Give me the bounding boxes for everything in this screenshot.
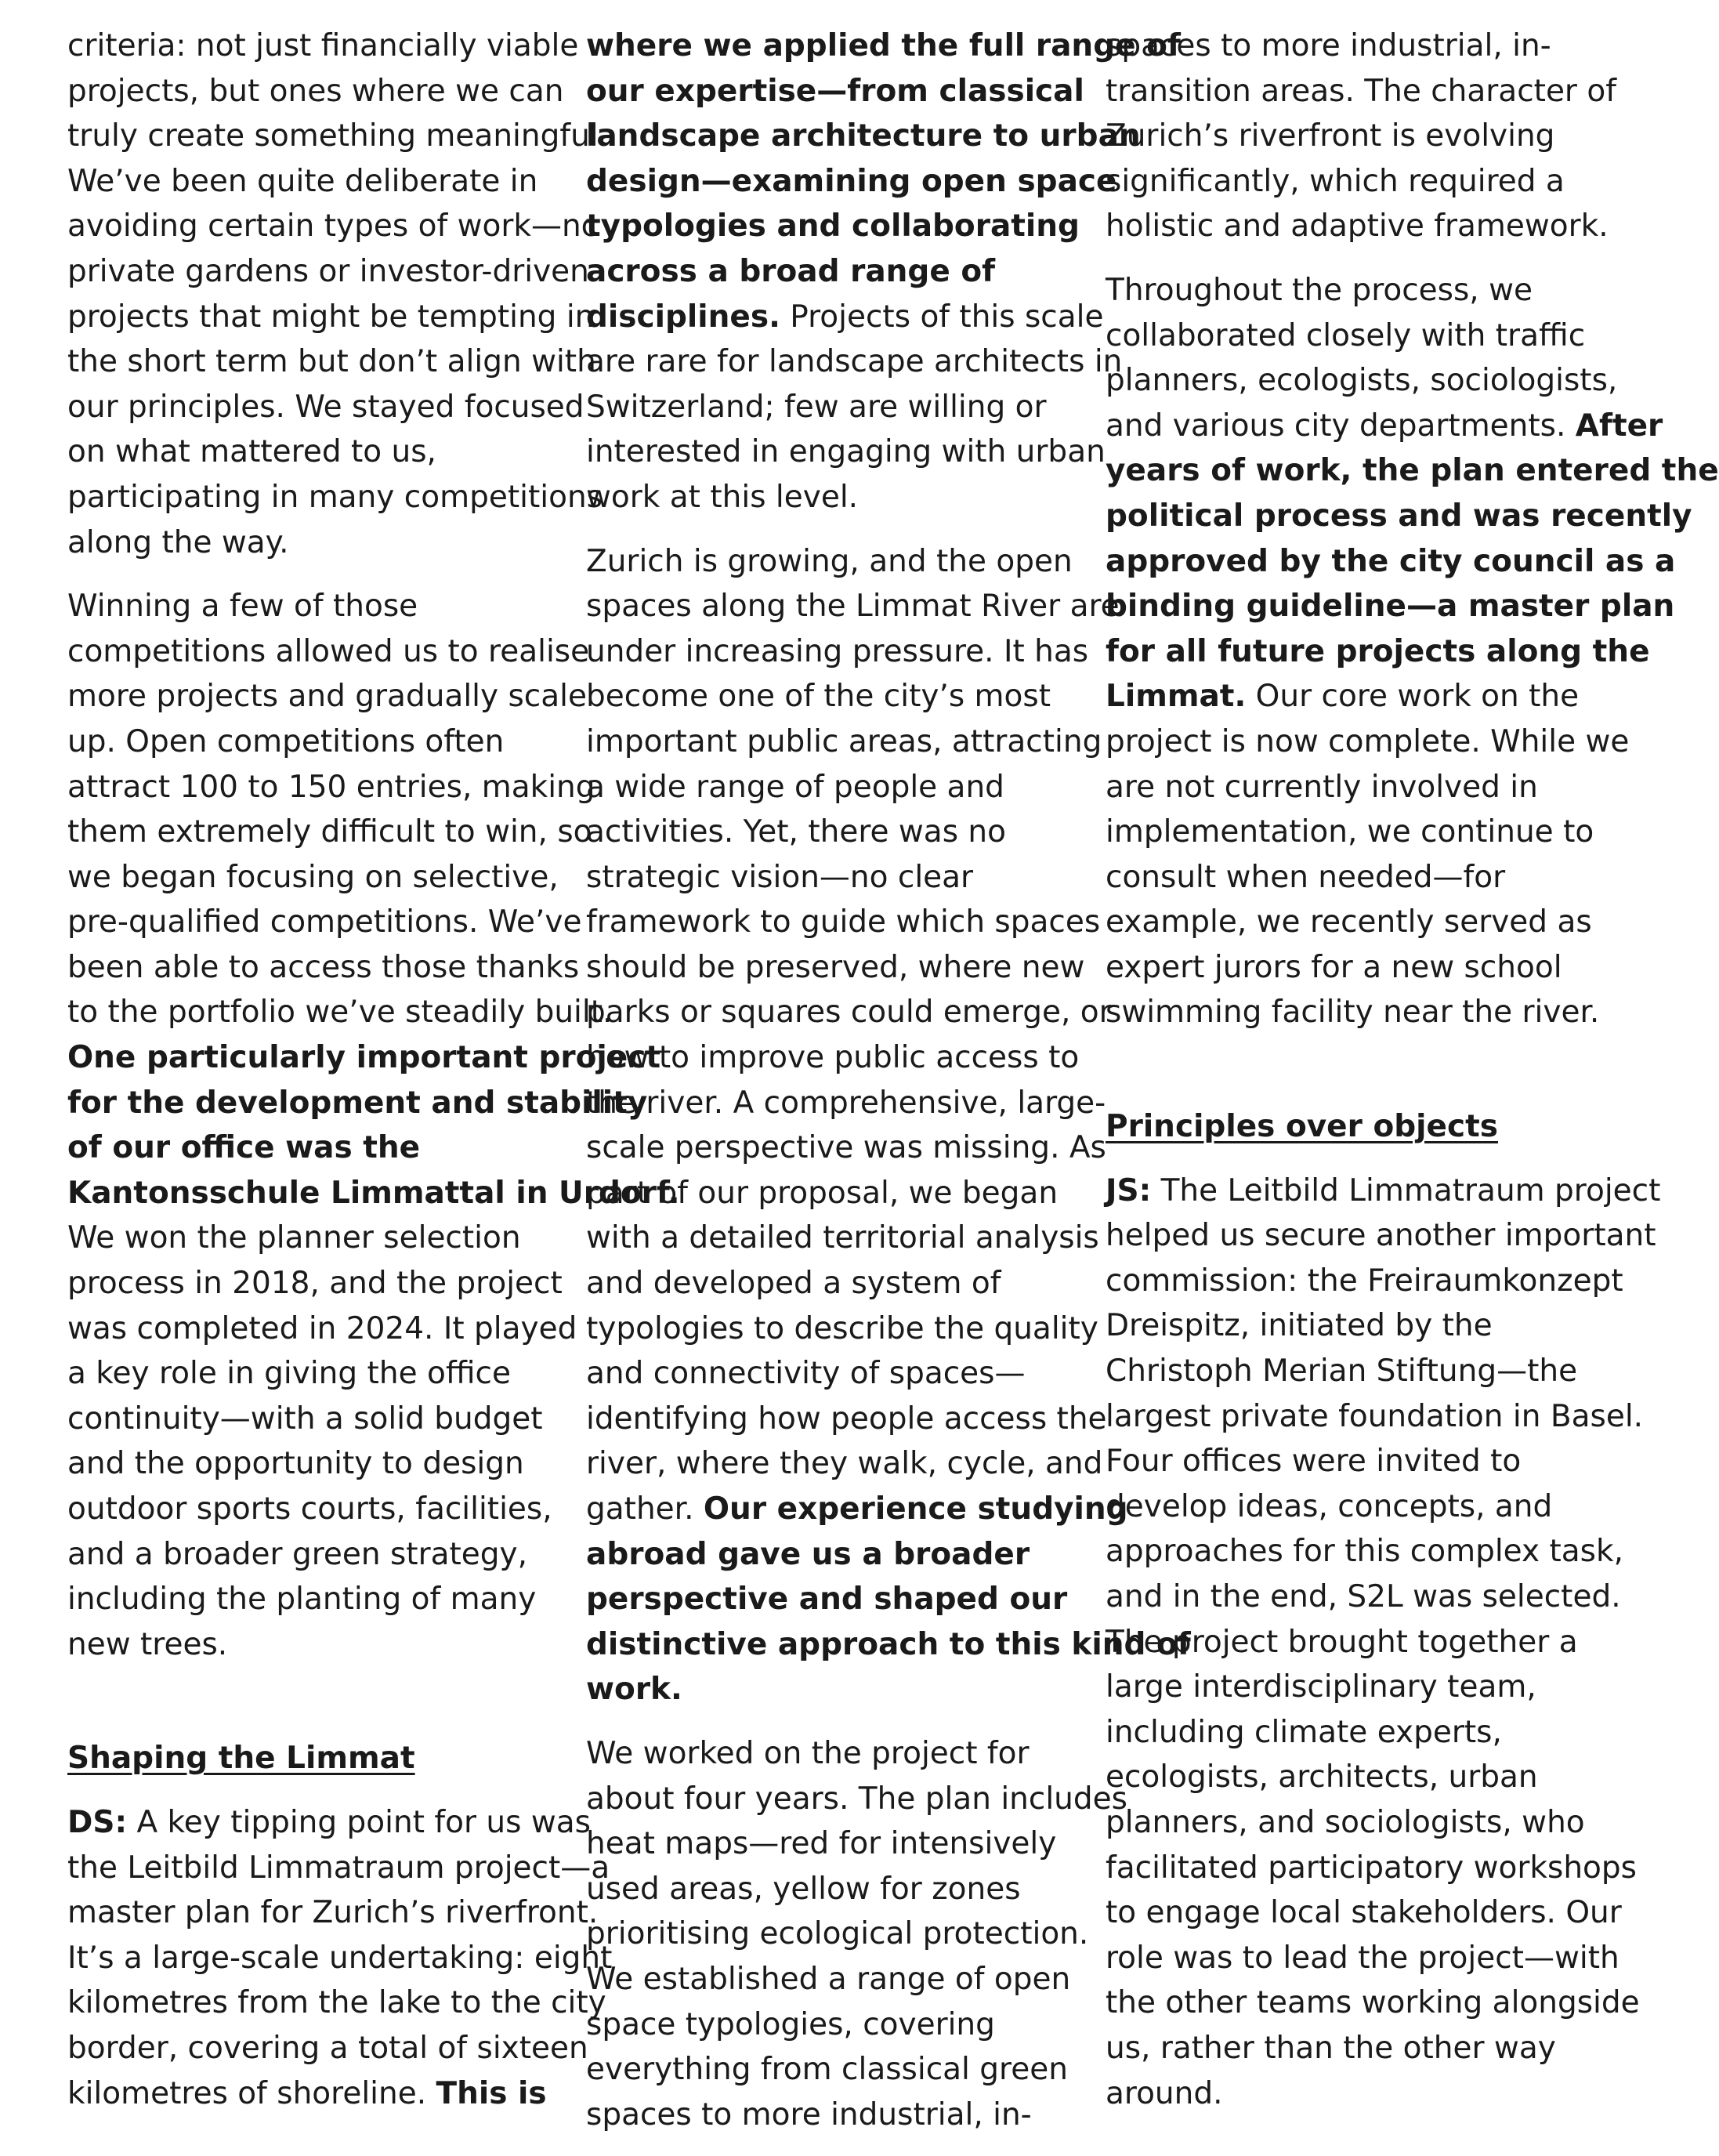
text-line	[586, 295, 1104, 340]
bold-text-line: of our office was the	[67, 1130, 421, 1166]
text-line: Four offices were invited to	[1106, 1444, 1522, 1480]
text-line: become one of the city’s most	[586, 679, 1051, 715]
text-line: around.	[1106, 2075, 1223, 2111]
bold-text-line: One particularly important project	[67, 1040, 661, 1076]
text-line: heat maps—red for intensively	[586, 1826, 1057, 1862]
text-line: us, rather than the other way	[1106, 2030, 1556, 2066]
text-line: competitions allowed us to realise	[67, 633, 590, 669]
text-line: approaches for this complex task,	[1106, 1534, 1623, 1570]
text-line: parks or squares could emerge, or	[586, 995, 1112, 1031]
text-line: facilitated participatory workshops	[1106, 1850, 1637, 1886]
text-line: important public areas, attracting	[586, 723, 1102, 759]
text-line: participating in many competitions	[67, 479, 603, 515]
text-line: on what mattered to us,	[67, 434, 436, 470]
article-column-3	[1106, 24, 1719, 2135]
text-line: planners, and sociologists, who	[1106, 1804, 1585, 1840]
section-heading-principles-over-objects: Principles over objects	[1106, 1109, 1498, 1145]
text-line: along the way.	[67, 524, 289, 560]
bold-text-line: for the development and stability	[67, 1085, 648, 1121]
text-line: the Leitbild Limmatraum project—a	[67, 1850, 610, 1886]
text-line: example, we recently served as	[1106, 904, 1592, 940]
text-line: collaborated closely with traffic	[1106, 317, 1586, 353]
text-line: we began focusing on selective,	[67, 859, 559, 895]
text-line: projects, but ones where we can	[67, 73, 564, 109]
text-line: Winning a few of those	[67, 589, 418, 625]
text-run: and various city departments.	[1106, 408, 1576, 444]
text-line: new trees.	[67, 1626, 228, 1662]
paragraph-c1-p3	[67, 1800, 613, 2116]
text-line: used areas, yellow for zones	[586, 1871, 1021, 1907]
text-line: The project brought together a	[1106, 1624, 1578, 1660]
text-line: outdoor sports courts, facilities,	[67, 1491, 552, 1527]
text-line: our principles. We stayed focused	[67, 389, 584, 425]
text-line: are not currently involved in	[1106, 769, 1538, 805]
bold-text-line: distinctive approach to this kind of	[586, 1626, 1191, 1662]
text-line: pre-qualified competitions. We’ve	[67, 904, 582, 940]
text-line: swimming facility near the river.	[1106, 995, 1600, 1031]
text-line: and connectivity of spaces—	[586, 1356, 1026, 1392]
bold-text-line: Kantonsschule Limmattal in Urdorf.	[67, 1175, 680, 1211]
text-line: continuity—with a solid budget	[67, 1400, 543, 1437]
text-line: spaces to more industrial, in-	[586, 2096, 1032, 2132]
text-line: strategic vision—no clear	[586, 859, 974, 895]
bold-text-line: design—examining open space	[586, 163, 1117, 199]
text-run: Our core work on the	[1246, 679, 1580, 715]
text-line: including climate experts,	[1106, 1714, 1502, 1750]
text-line: should be preserved, where new	[586, 949, 1085, 985]
text-line: commission: the Freiraumkonzept	[1106, 1263, 1623, 1299]
paragraph-c3-p2	[1106, 268, 1719, 1035]
text-line: to the portfolio we’ve steadily built.	[67, 995, 613, 1031]
text-line: up. Open competitions often	[67, 723, 505, 759]
paragraph-c3-p3	[1106, 1169, 1661, 2116]
bold-text-run: disciplines.	[586, 299, 780, 335]
text-line: holistic and adaptive framework.	[1106, 208, 1609, 245]
text-line: significantly, which required a	[1106, 163, 1565, 199]
bold-text-run: After	[1575, 408, 1663, 444]
text-line: scale perspective was missing. As	[586, 1130, 1106, 1166]
text-line: activities. Yet, there was no	[586, 814, 1007, 850]
text-line: consult when needed—for	[1106, 859, 1506, 895]
text-line: was completed in 2024. It played	[67, 1310, 577, 1346]
text-line: to engage local stakeholders. Our	[1106, 1895, 1622, 1931]
text-line: role was to lead the project—with	[1106, 1940, 1619, 1976]
paragraph-c1-p1	[67, 24, 609, 565]
text-line: how to improve public access to	[586, 1040, 1080, 1076]
bold-text-line: political process and was recently	[1106, 498, 1692, 534]
bold-text-line: across a broad range of	[586, 253, 996, 289]
bold-text-line: years of work, the plan entered the	[1106, 453, 1719, 489]
bold-text-line: binding guideline—a master plan	[1106, 589, 1675, 625]
text-line: the short term but don’t align with	[67, 344, 596, 380]
paragraph-c2-p1	[586, 24, 1181, 520]
text-line: identifying how people access the	[586, 1400, 1107, 1437]
text-line: truly create something meaningful.	[67, 118, 609, 154]
text-line: a key role in giving the office	[67, 1356, 511, 1392]
text-line: It’s a large-scale undertaking: eight	[67, 1940, 613, 1976]
text-line: transition areas. The character of	[1106, 73, 1616, 109]
text-line: spaces to more industrial, in-	[1106, 28, 1551, 63]
text-line: under increasing pressure. It has	[586, 633, 1089, 669]
text-line: largest private foundation in Basel.	[1106, 1398, 1644, 1434]
text-line: and a broader green strategy,	[67, 1536, 528, 1572]
text-line: attract 100 to 150 entries, making	[67, 769, 595, 805]
paragraph-c2-p3	[586, 1731, 1127, 2137]
text-line: about four years. The plan includes	[586, 1781, 1127, 1817]
section-heading-shaping-the-limmat: Shaping the Limmat	[67, 1741, 415, 1777]
text-line: expert jurors for a new school	[1106, 949, 1562, 985]
text-line: everything from classical green	[586, 2052, 1068, 2088]
text-line: space typologies, covering	[586, 2006, 995, 2042]
bold-text-line: where we applied the full range of	[586, 28, 1181, 63]
text-line: implementation, we continue to	[1106, 814, 1594, 850]
text-line: with a detailed territorial analysis	[586, 1220, 1099, 1256]
text-run: gather.	[586, 1491, 704, 1527]
text-line: and the opportunity to design	[67, 1446, 524, 1482]
text-run: The Leitbild Limmatraum project	[1151, 1172, 1661, 1208]
text-line: more projects and gradually scale	[67, 679, 587, 715]
bold-text-line: work.	[586, 1672, 682, 1708]
bold-text-run: Limmat.	[1106, 679, 1247, 715]
text-line: private gardens or investor-driven	[67, 253, 589, 289]
speaker-label: DS:	[67, 1804, 128, 1840]
bold-text-line: approved by the city council as a	[1106, 543, 1676, 579]
text-line: Zurich’s riverfront is evolving	[1106, 118, 1555, 154]
bold-text-line: typologies and collaborating	[586, 208, 1080, 245]
text-line: kilometres from the lake to the city	[67, 1985, 606, 2021]
text-line: We worked on the project for	[586, 1735, 1030, 1771]
bold-text-run: Our experience studying	[703, 1491, 1128, 1527]
text-line	[1106, 674, 1580, 719]
text-line	[1106, 404, 1663, 449]
text-line: the other teams working alongside	[1106, 1985, 1640, 2021]
text-line: helped us secure another important	[1106, 1218, 1656, 1254]
text-line: typologies to describe the quality	[586, 1310, 1098, 1346]
text-run: A key tipping point for us was	[127, 1804, 591, 1840]
text-line: process in 2018, and the project	[67, 1266, 563, 1302]
text-line: planners, ecologists, sociologists,	[1106, 363, 1618, 399]
bold-text-line: our expertise—from classical	[586, 73, 1084, 109]
bold-text-line: for all future projects along the	[1106, 633, 1650, 669]
text-line: part of our proposal, we began	[586, 1175, 1059, 1211]
text-line: We won the planner selection	[67, 1220, 521, 1256]
bold-text-line: perspective and shaped our	[586, 1582, 1068, 1618]
text-line: prioritising ecological protection.	[586, 1916, 1089, 1952]
bold-text-run: This is	[436, 2075, 547, 2111]
speaker-label: JS:	[1106, 1172, 1152, 1208]
text-line: Christoph Merian Stiftung—the	[1106, 1353, 1578, 1390]
text-run: Projects of this scale	[780, 299, 1104, 335]
bold-text-line: abroad gave us a broader	[586, 1536, 1030, 1572]
text-line: master plan for Zurich’s riverfront.	[67, 1895, 599, 1931]
text-line: Dreispitz, initiated by the	[1106, 1308, 1493, 1344]
text-line: work at this level.	[586, 479, 859, 515]
text-line: large interdisciplinary team,	[1106, 1669, 1536, 1705]
text-line: a wide range of people and	[586, 769, 1004, 805]
paragraph-c3-p1	[1106, 24, 1616, 249]
text-line: interested in engaging with urban	[586, 434, 1106, 470]
text-line: ecologists, architects, urban	[1106, 1759, 1538, 1795]
text-line	[586, 1487, 1128, 1532]
text-line: them extremely difficult to win, so	[67, 814, 592, 850]
text-line: been able to access those thanks	[67, 949, 580, 985]
text-line: project is now complete. While we	[1106, 723, 1630, 759]
text-line	[67, 2071, 547, 2117]
bold-text-line: landscape architecture to urban	[586, 118, 1141, 154]
text-line: including the planting of many	[67, 1582, 537, 1618]
text-line: Throughout the process, we	[1106, 272, 1533, 308]
text-line: avoiding certain types of work—nc	[67, 208, 599, 245]
text-line: the river. A comprehensive, large-	[586, 1085, 1106, 1121]
text-line: spaces along the Limmat River are	[586, 589, 1120, 625]
text-line: projects that might be tempting in	[67, 299, 595, 335]
text-line: framework to guide which spaces	[586, 904, 1101, 940]
text-line: We established a range of open	[586, 1961, 1071, 1997]
text-line: and in the end, S2L was selected.	[1106, 1579, 1621, 1614]
text-line	[1106, 1169, 1661, 1214]
text-line: border, covering a total of sixteen	[67, 2030, 588, 2066]
text-line: and developed a system of	[586, 1266, 1001, 1302]
text-line: Switzerland; few are willing or	[586, 389, 1047, 425]
text-line: are rare for landscape architects in	[586, 344, 1123, 380]
text-line: Zurich is growing, and the open	[586, 543, 1073, 579]
text-line	[67, 1800, 591, 1846]
text-line: develop ideas, concepts, and	[1106, 1488, 1553, 1524]
text-run: kilometres of shoreline.	[67, 2075, 436, 2111]
text-line: We’ve been quite deliberate in	[67, 163, 538, 199]
text-line: criteria: not just financially viable	[67, 28, 579, 63]
text-line: river, where they walk, cycle, and	[586, 1446, 1103, 1482]
